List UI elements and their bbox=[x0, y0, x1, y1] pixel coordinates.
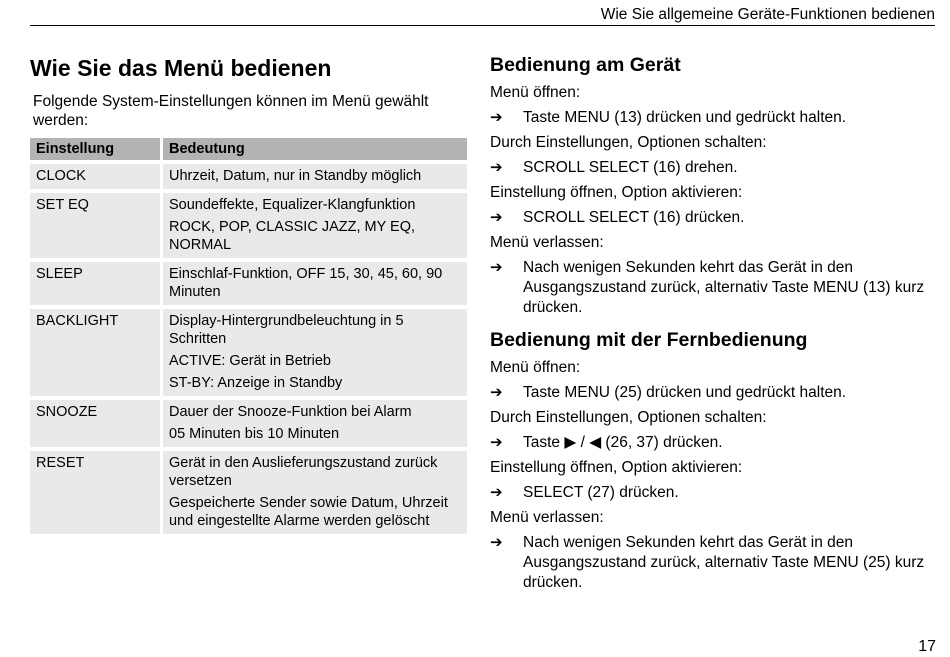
exit-menu-step bbox=[490, 258, 940, 318]
arrow-right-icon: ➔ bbox=[490, 109, 503, 126]
meaning-text: 05 Minuten bis 10 Minuten bbox=[169, 426, 340, 442]
setting-name: SLEEP bbox=[30, 262, 160, 305]
setting-meaning bbox=[163, 262, 467, 305]
setting-meaning bbox=[163, 193, 467, 258]
setting-name: RESET bbox=[30, 451, 160, 534]
activate-option-label: Einstellung öffnen, Option aktivieren: bbox=[490, 184, 743, 201]
right-column bbox=[490, 53, 940, 593]
remote-section-title: Bedienung mit der Fernbedienung bbox=[490, 329, 808, 351]
table-row bbox=[30, 400, 467, 447]
column-header-setting: Einstellung bbox=[30, 138, 160, 160]
step-text: Taste MENU (13) drücken und gedrückt halten. bbox=[523, 109, 847, 126]
settings-table bbox=[27, 134, 470, 538]
setting-meaning bbox=[163, 400, 467, 447]
setting-name: SET EQ bbox=[30, 193, 160, 258]
meaning-text: Dauer der Snooze-Funktion bei Alarm bbox=[169, 404, 412, 420]
step-text: Nach wenigen Sekunden kehrt das Gerät in den Ausgangszustand zurück, alternativ Taste MENU (25) kurz drücken. bbox=[523, 534, 925, 591]
switch-options-step bbox=[490, 433, 940, 453]
step-text: Taste ▶ / ◀ (26, 37) drücken. bbox=[523, 434, 723, 451]
meaning-text: ST-BY: Anzeige in Standby bbox=[169, 375, 343, 391]
running-header: Wie Sie allgemeine Geräte-Funktionen bedienen bbox=[600, 6, 935, 23]
switch-options-label: Durch Einstellungen, Optionen schalten: bbox=[490, 409, 767, 426]
table-row bbox=[30, 164, 467, 189]
activate-option-step bbox=[490, 483, 940, 503]
remote-section bbox=[490, 328, 940, 593]
device-section bbox=[490, 53, 940, 318]
switch-options-step bbox=[490, 158, 940, 178]
table-row bbox=[30, 451, 467, 534]
left-column bbox=[30, 54, 467, 538]
intro-text: Folgende System-Einstellungen können im Menü gewählt werden: bbox=[33, 93, 429, 129]
arrow-right-icon: ➔ bbox=[490, 384, 503, 401]
column-header-meaning: Bedeutung bbox=[163, 138, 467, 160]
table-row bbox=[30, 262, 467, 305]
exit-menu-step bbox=[490, 533, 940, 593]
setting-name: BACKLIGHT bbox=[30, 309, 160, 396]
step-text: Nach wenigen Sekunden kehrt das Gerät in den Ausgangszustand zurück, alternativ Taste MENU (13) kurz drücken. bbox=[523, 259, 925, 316]
meaning-text: Gespeicherte Sender sowie Datum, Uhrzeit und eingestellte Alarme werden gelöscht bbox=[169, 495, 448, 529]
arrow-right-icon: ➔ bbox=[490, 159, 503, 176]
meaning-text: ACTIVE: Gerät in Betrieb bbox=[169, 353, 331, 369]
exit-menu-label: Menü verlassen: bbox=[490, 509, 604, 526]
arrow-right-icon: ➔ bbox=[490, 484, 503, 501]
table-header-row bbox=[30, 138, 467, 160]
meaning-text: Uhrzeit, Datum, nur in Standby möglich bbox=[169, 168, 422, 184]
meaning-text: Gerät in den Auslieferungszustand zurück versetzen bbox=[169, 455, 438, 489]
setting-meaning bbox=[163, 309, 467, 396]
open-menu-step bbox=[490, 383, 940, 403]
step-text: SCROLL SELECT (16) drehen. bbox=[523, 159, 738, 176]
arrow-right-icon: ➔ bbox=[490, 434, 503, 451]
step-text: Taste MENU (25) drücken und gedrückt halten. bbox=[523, 384, 847, 401]
setting-name: SNOOZE bbox=[30, 400, 160, 447]
table-row bbox=[30, 309, 467, 396]
open-menu-label: Menü öffnen: bbox=[490, 84, 581, 101]
switch-options-label: Durch Einstellungen, Optionen schalten: bbox=[490, 134, 767, 151]
meaning-text: Soundeffekte, Equalizer-Klangfunktion bbox=[169, 197, 416, 213]
open-menu-step bbox=[490, 108, 940, 128]
meaning-text: Einschlaf-Funktion, OFF 15, 30, 45, 60, 90 Minuten bbox=[169, 266, 443, 300]
page-title: Wie Sie das Menü bedienen bbox=[30, 55, 332, 81]
device-section-title: Bedienung am Gerät bbox=[490, 54, 681, 76]
header-divider bbox=[30, 25, 935, 26]
table-row bbox=[30, 193, 467, 258]
arrow-right-icon: ➔ bbox=[490, 534, 503, 551]
exit-menu-label: Menü verlassen: bbox=[490, 234, 604, 251]
meaning-text: Display-Hintergrundbeleuchtung in 5 Schritten bbox=[169, 313, 404, 347]
setting-meaning bbox=[163, 164, 467, 189]
step-text: SCROLL SELECT (16) drücken. bbox=[523, 209, 745, 226]
arrow-right-icon: ➔ bbox=[490, 209, 503, 226]
activate-option-step bbox=[490, 208, 940, 228]
page-number: 17 bbox=[918, 638, 936, 655]
open-menu-label: Menü öffnen: bbox=[490, 359, 581, 376]
arrow-right-icon: ➔ bbox=[490, 259, 503, 276]
setting-name: CLOCK bbox=[30, 164, 160, 189]
step-text: SELECT (27) drücken. bbox=[523, 484, 679, 501]
meaning-text: ROCK, POP, CLASSIC JAZZ, MY EQ, NORMAL bbox=[169, 219, 416, 253]
setting-meaning bbox=[163, 451, 467, 534]
activate-option-label: Einstellung öffnen, Option aktivieren: bbox=[490, 459, 743, 476]
